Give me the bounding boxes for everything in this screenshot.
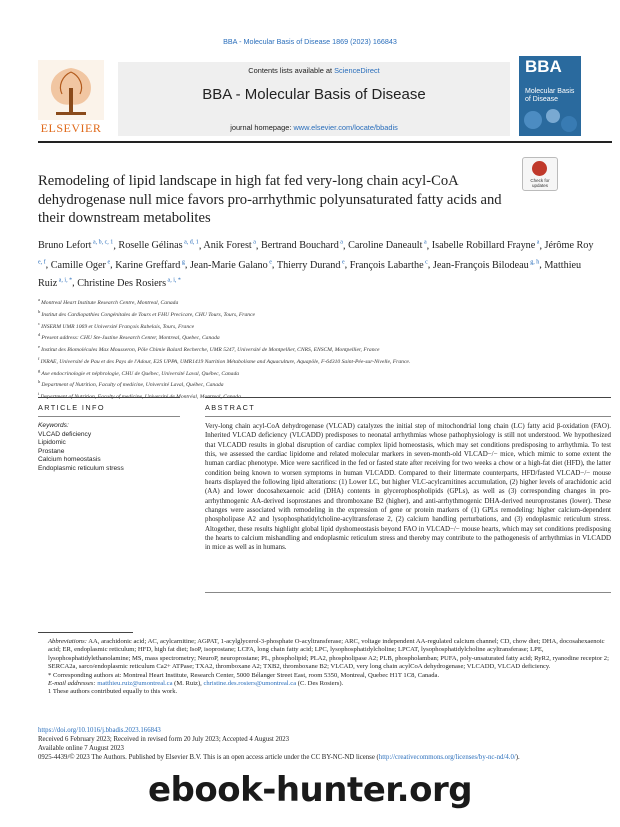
author-list: Bruno Lefort $^{a, b, c, 1}$, Roselle Gélinas $^{a, d, 1}$, Anik Forest $^a$, Bertrand Bouchard $^a$, Caroline Daneault $^a$, Isabelle Robillard Frayne $^a$, Jérôme Roy $^{e, f}$, Camille Oger $^e$, Karine Greffard $^g$, Jean-Marie Galano $^e$, Thierry Durand $^e$, François Labarthe $^c$, Jean-François Bilodeau $^{g, h}$, Matthieu Ruiz $^{a, i, *}$, Christine Des Rosiers $^{a, i, *}$ [38,240,594,289]
journal-homepage-line [118,123,510,132]
abstract-bottom-rule [205,592,611,593]
author-entry[interactable] [261,240,343,251]
affiliation-mark: i [38,391,41,397]
contents-line [118,66,510,75]
journal-citation-link[interactable]: BBA - Molecular Basis of Disease 1869 (2023) 166843 [223,37,397,46]
affiliation-text: Department of Nutrition, Faculty of medicine, Université Laval, Québec, Canada [41,382,224,389]
author-name: Isabelle Robillard Frayne [431,240,536,252]
publisher-name: ELSEVIER [40,121,102,135]
available-online: Available online 7 August 2023 [38,744,124,752]
email-footnote [38,680,612,688]
author-affiliation-marks[interactable]: a, i, * [57,277,73,284]
affiliation-item [38,355,598,367]
affiliation-item [38,320,598,332]
affiliation-item [38,390,598,402]
header-rule [38,141,612,143]
license-prefix: 0925-4439/© 2023 The Authors. Published by Elsevier B.V. This is an open access article under the CC BY-NC-ND license ( [38,753,379,761]
abbreviations-footnote [38,638,612,672]
author-affiliation-marks[interactable]: a, b, c, 1 [91,240,114,246]
author-name: Jean-François Bilodeau [432,259,529,271]
affiliation-text: Axe endocrinologie et néphrologie, CHU de Québec, Université Laval, Québec, Canada [41,370,240,377]
homepage-link[interactable]: www.elsevier.com/locate/bbadis [293,123,398,132]
affiliation-text: INRAE, Université de Pau et des Pays de l'Adour, E2S UPPA, UMR1419 Nutrition Métabolisme and Aquaculture, Aquapôle, F-64310 Saint-Pée-sur-Nivelle, France. [40,358,411,365]
email-link-desrosiers[interactable]: christine.des.rosiers@umontreal.ca [203,680,297,688]
email-link-ruiz[interactable]: matthieu.ruiz@umontreal.ca [97,680,173,688]
updates-icon [532,161,547,176]
author-name: Camille Oger [50,259,106,271]
abstract-text: Very-long chain acyl-CoA dehydrogenase (VLCAD) catalyzes the initial step of mitochondrial long chain (LC) fatty acid β-oxidation (FAO). Inherited VLCAD deficiency (VLCADD) predisposes to neonatal arrhythmias whose pathophysiology is still not understood. We hypothesized that VLCADD results in global disruption of cardiac complex lipid homeostasis, which may set conditions predisposing to arrhythmia. To test this, we assessed the cardiac lipidome and related molecular markers in seven-month-old VLCAD−/− mice, which mimic to some extent the human cardiac phenotype. Mice were sacrificed in the fed or fasted state after receiving for two weeks a chow or a high-fat diet (HFD), the latter condition being known to worsen symptoms in human VLCADD. Compared to their littermate counterparts, HFD/fasted VLCAD−/− mouse hearts displayed the following lipid alterations: (1) Lower LC, but higher VLC-acylcarnitines accumulation, (2) higher levels of arachidonic acid (AA) and lower docosahexaenoic acid (DHA) contents in glycerophospholipids (GPLs), as well as (3) corresponding changes in pro-arrhythmogenic AA-derived isoprostanes and thromboxane B2 (higher), and anti-arrhythmogenic DHA-derived neuroprostanes (lower). These changes were associated with remodeling in the expression of gene or protein markers of (1) GPLs remodeling: higher calcium-dependent phospholipase A2 and lysophosphatidylcholine-acyltransferase 2, (2) calcium handling perturbations, and (3) endoplasmic reticulum stress. Altogether, these results highlight global lipid dyshomeostasis beyond FAO in VLCAD−/− mouse hearts, which may set conditions predisposing the hearts to calcium mishandling and endoplasmic reticulum stress and thereby may contribute to the pathogenesis of arrhythmias in VLCADD in mice as well as in humans. [205,422,611,552]
article-info-rule [38,416,180,417]
affiliation-item [38,343,598,355]
keyword-item: Prostane [38,447,65,455]
keyword-item: Calcium homeostasis [38,456,101,464]
author-name: Bertrand Bouchard [261,240,339,252]
received-dates: Received 6 February 2023; Received in revised form 20 July 2023; Accepted 4 August 2023 [38,735,290,743]
email-name-ruiz: (M. Ruiz), [172,680,204,688]
email-label: E-mail addresses: [48,680,96,688]
elsevier-tree-logo [38,60,104,120]
badge-label [523,178,557,188]
author-entry[interactable] [350,260,428,271]
author-entry[interactable] [51,260,110,271]
affiliation-text: INSERM UMR 1069 et Université François Rabelais, Tours, France [41,323,195,330]
author-affiliation-marks[interactable]: g, h [528,259,540,266]
license-link[interactable]: http://creativecommons.org/licenses/by-nc-nd/4.0/ [378,753,516,761]
abstract-heading: ABSTRACT [205,403,256,412]
author-name: Jean-Marie Galano [189,259,268,271]
keywords-block [38,422,180,474]
author-affiliation-marks[interactable]: e [340,259,345,266]
abbreviations-text: AA, arachidonic acid; AC, acylcarnitine; AGPAT, 1-acylglycerol-3-phosphate O-acyltransferase; ARC, voltage independent AA-regulated calcium channel; CD, chow diet; DHA, docosahexaenoic acid; ER, endoplasmic reticulum; HFD, high fat diet; IsoP, isoprostane; LCFA, long chain fatty acid; LPC, lysophosphatidylcholine; LPCAT, lysophosphatidylcholine acyltransferase; LPE, lysophosphatidylethanolamine; MS, mass spectrometry; NeuroP, neuroprostane; PL, phospholipid; PLA2, phospholipase A2; PLB, phospholamban; PUFA, poly-unsaturated fatty acid; RyR2, ryanodine receptor 2; SERCA2a, sarco/endoplasmic reticulum Ca2+ ATPase; TXA2, thromboxane A2; TXB2, thromboxane B2; VLCAD, very long chain acylCoA dehydrogenase; VLCADD, VLCAD deficiency. [48,638,609,671]
affiliation-item [38,367,598,379]
contents-prefix: Contents lists available at [248,66,335,75]
affiliation-item [38,296,598,308]
affiliation-text: Montréal, [176,393,199,400]
affiliation-text: Present address: CHU Ste-Justine Research Center, Montreal, Quebec, Canada [41,335,220,342]
badge-line1: Check for [530,178,550,183]
keywords-list [38,431,180,474]
affiliation-item [38,378,598,390]
author-name: Christine Des Rosiers [77,277,167,289]
author-affiliation-marks[interactable]: a [422,240,427,246]
footnotes [38,638,612,697]
email-name-desrosiers: (C. Des Rosiers). [296,680,344,688]
cover-subtitle: Molecular Basis of Disease [525,88,575,103]
author-name: Karine Greffard [115,259,181,271]
affiliation-mark: g [38,367,42,373]
author-entry[interactable] [203,240,256,251]
badge-line2: updates [531,183,548,188]
author-entry[interactable] [118,240,198,251]
author-affiliation-marks[interactable]: a [251,240,256,246]
author-name: Bruno Lefort [38,240,92,252]
equal-contribution-footnote: 1 These authors contributed equally to this work. [48,688,178,696]
license-suffix: ). [515,753,520,761]
keywords-label: Keywords: [38,422,69,429]
abstract-rule [205,416,611,417]
author-entry[interactable] [190,260,272,271]
author-entry[interactable] [38,240,113,251]
affiliation-mark: d [38,332,42,338]
affiliation-item [38,331,598,343]
affiliation-text: Institut des Cardiopathies Congénitales de Tours et FHU Precicare, CHU Tours, Tours, France [41,311,256,318]
article-info-heading: ARTICLE INFO [38,403,105,412]
author-name: François Labarthe [349,259,424,271]
affiliation-mark: f [38,355,41,361]
author-entry[interactable] [77,278,181,289]
author-affiliation-marks[interactable]: g [180,259,185,266]
author-affiliation-marks[interactable]: e, f [38,259,46,266]
author-entry[interactable] [432,240,540,251]
cover-title: BBA [525,57,562,76]
abstract-top-rule [205,397,611,398]
keyword-item: VLCAD deficiency [38,430,92,438]
author-affiliation-marks[interactable]: c [423,259,428,266]
author-entry[interactable] [277,260,345,271]
affiliation-mark: a [38,297,42,302]
article-title: Remodeling of lipid landscape in high fat fed very-long chain acyl-CoA dehydrogenase null mice favors pro-arrhythmic polyunsaturated fatty acids and their downstream metabolites [38,173,502,226]
author-entry[interactable] [115,260,185,271]
author-affiliation-marks[interactable]: a, i, * [166,277,181,284]
keyword-item: Lipidomic [38,439,66,447]
license-line [38,754,612,763]
author-name: Matthieu Ruiz [38,259,582,289]
article-info-top-rule [38,397,180,398]
affiliation-mark: c [38,320,42,326]
author-affiliation-marks[interactable]: e [105,259,111,266]
author-affiliation-marks[interactable]: a [535,240,540,246]
abbreviations-label: Abbreviations: [48,638,87,645]
affiliation-mark: h [38,379,42,385]
affiliation-list [38,296,598,402]
author-name: Roselle Gélinas [118,240,183,252]
affiliation-mark: b [38,308,42,314]
author-name: Anik Forest [203,240,252,252]
check-for-updates-badge[interactable] [522,157,558,191]
author-entry[interactable] [348,240,427,251]
affiliation-item [38,308,598,320]
affiliation-text: Institut des Biomolécules Max Mousseron, Pôle Chimie Balard Recherche, UMR 5247, Université de Montpellier, CNRS, ENSCM, Montpellier, France [41,346,380,353]
homepage-prefix: journal homepage: [230,123,294,132]
affiliation-text: Montreal Heart Institute Research Centre, Montreal, Canada [41,299,179,306]
author-name: Jérôme Roy [544,240,594,252]
author-name: Thierry Durand [276,259,341,271]
journal-cover-image [519,56,581,136]
author-affiliation-marks[interactable]: e [267,259,272,266]
affiliation-mark: e [38,344,42,350]
doi-link[interactable]: https://doi.org/10.1016/j.bbadis.2023.166843 [38,727,161,734]
watermark-text: ebook-hunter.org [148,770,473,810]
footnote-rule [38,632,133,633]
corresponding-footnote: * Corresponding authors at: Montreal Heart Institute, Research Center, 5000 Bélanger Street East, room 5350, Montreal, Quebec H1T 1C8, Canada. [48,671,440,679]
journal-title: BBA - Molecular Basis of Disease [202,86,426,103]
sciencedirect-link[interactable]: ScienceDirect [334,66,380,75]
author-affiliation-marks[interactable]: a [338,240,343,246]
keyword-item: Endoplasmic reticulum stress [38,464,124,472]
author-name: Caroline Daneault [348,240,423,252]
author-affiliation-marks[interactable]: a, d, 1 [182,240,199,246]
publication-info [38,727,612,763]
author-entry[interactable] [433,260,539,271]
